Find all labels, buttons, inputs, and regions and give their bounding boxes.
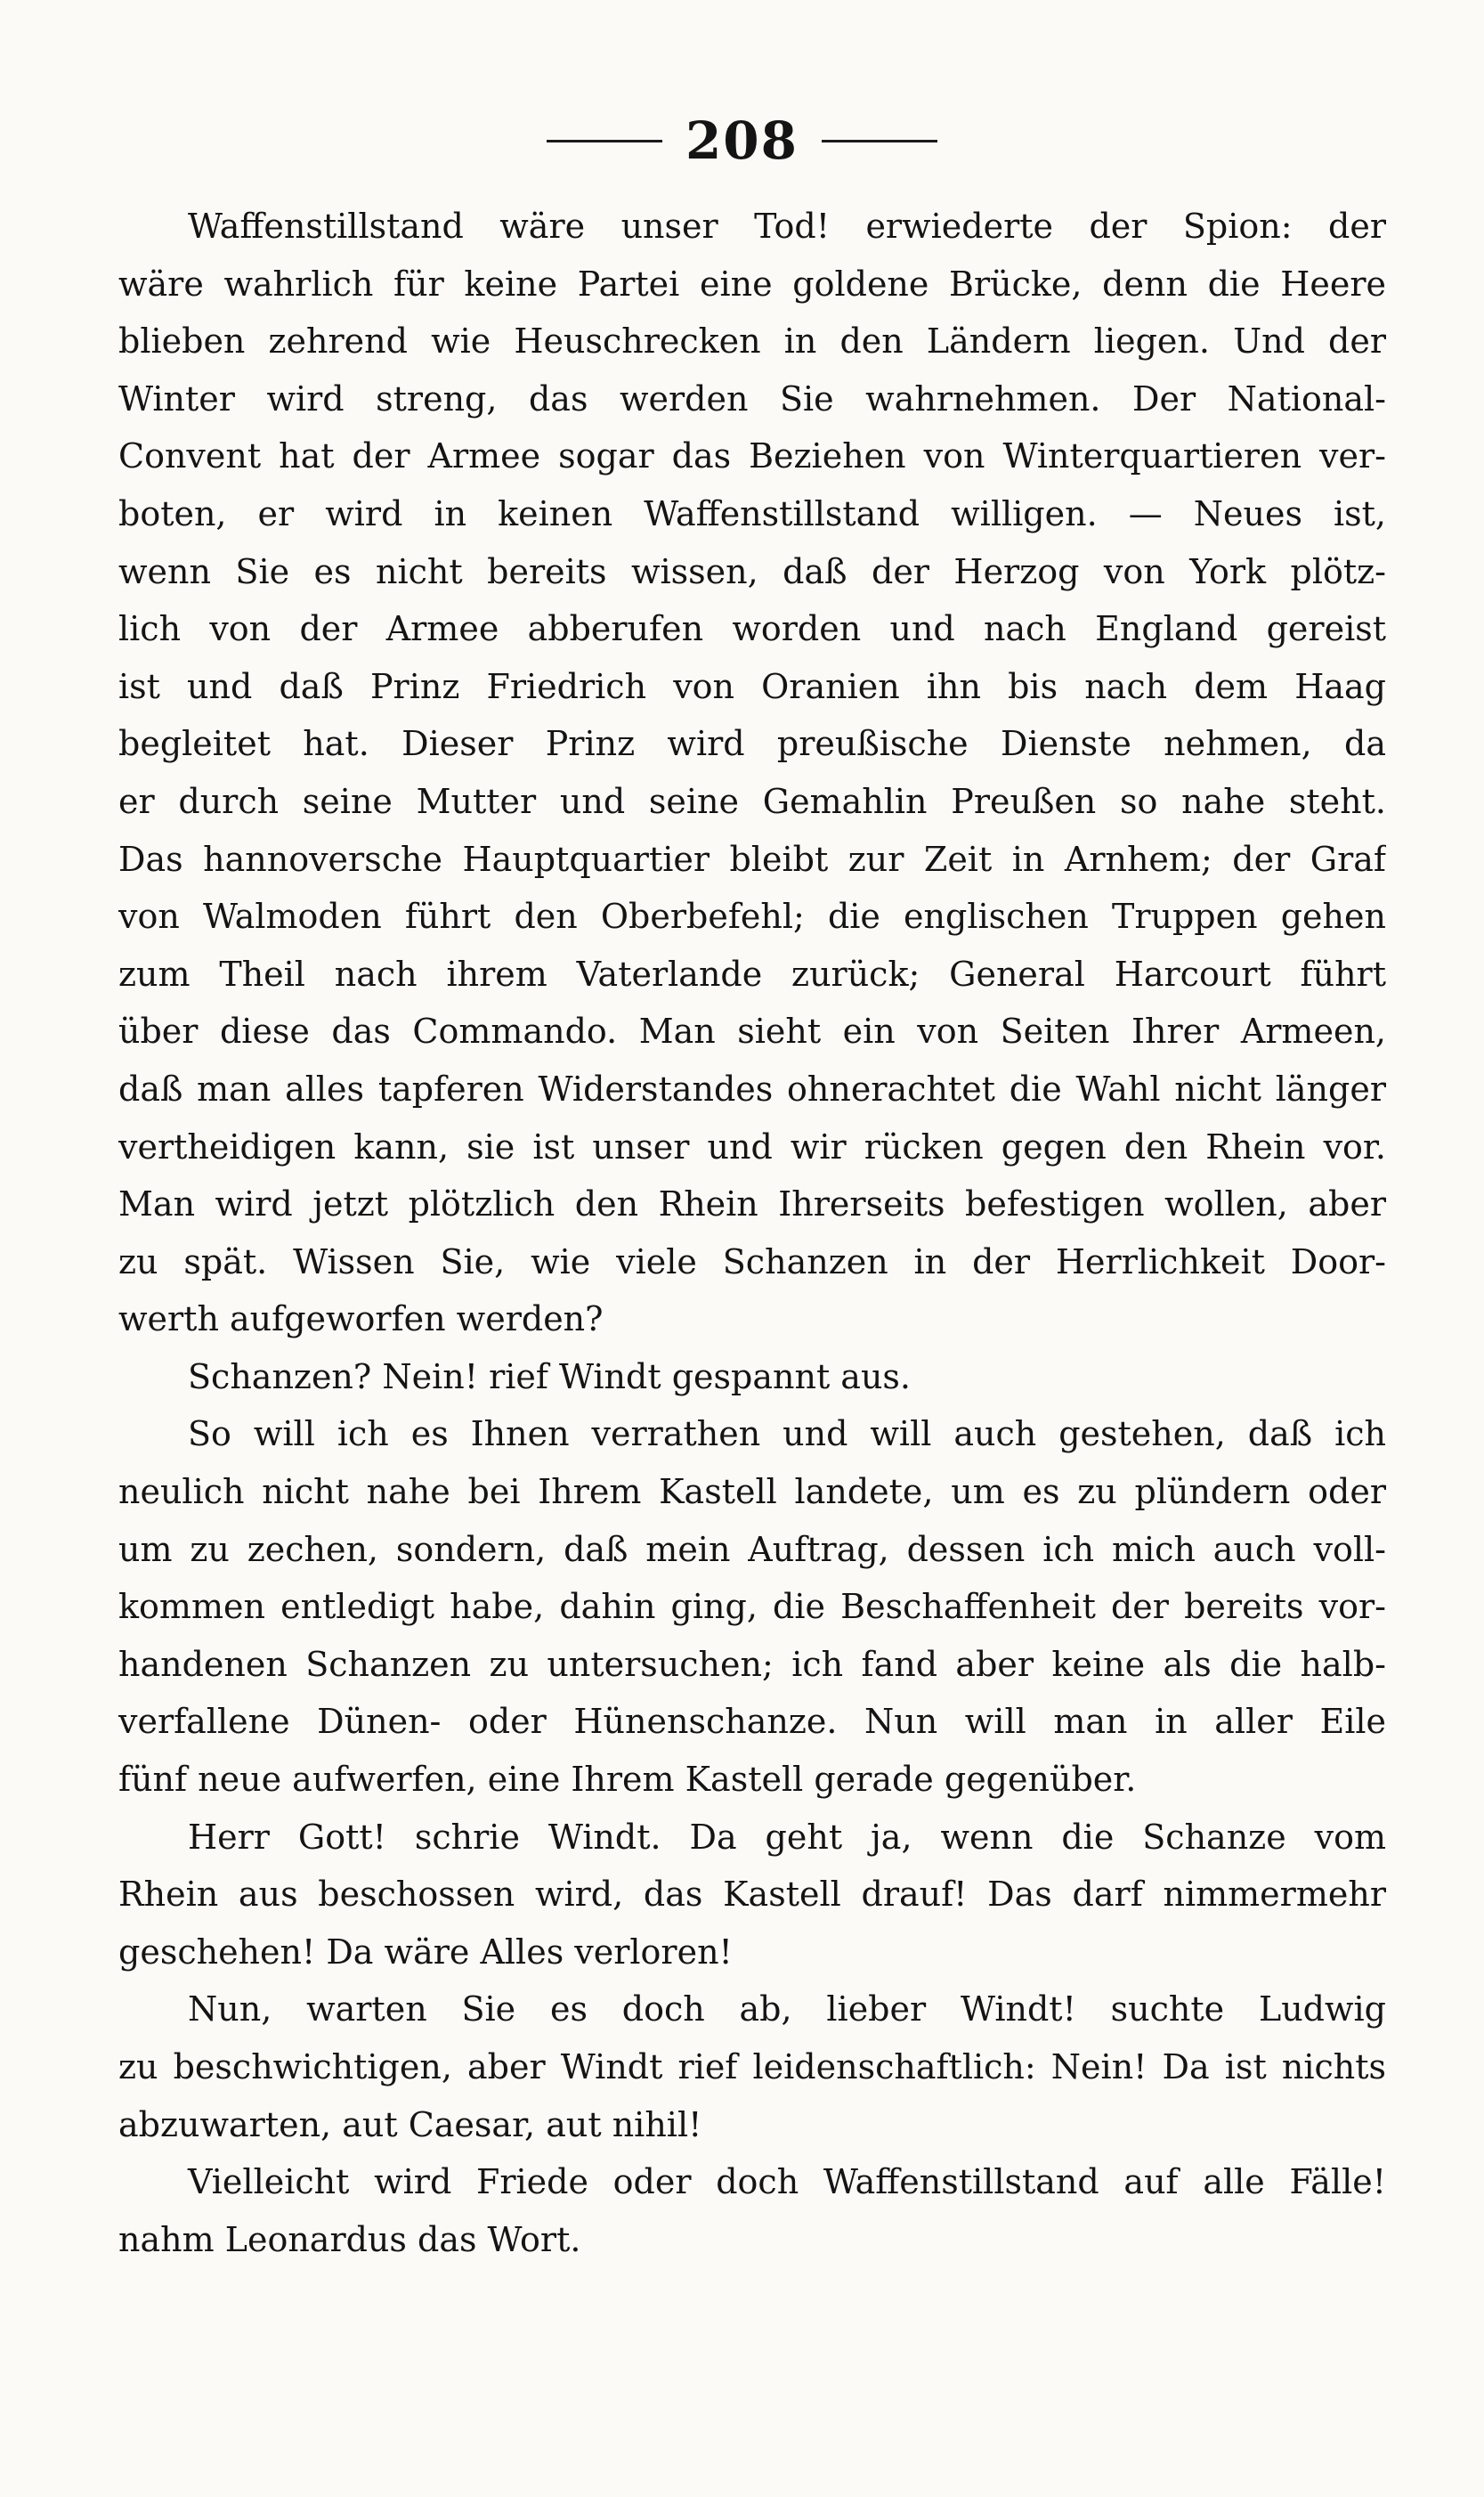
text-line: Vielleicht wird Friede oder doch Waffenstillstand auf alle Fälle! [188, 2162, 1386, 2202]
text-line: Nun, warten Sie es doch ab, lieber Windt! suchte Ludwig [188, 1989, 1386, 2029]
text-line: werth aufgeworfen werden? [118, 1299, 604, 1339]
text-line: daß man alles tapferen Widerstandes ohnerachtet die Wahl nicht länger [118, 1069, 1386, 1109]
text-line: nahm Leonardus das Wort. [118, 2219, 581, 2259]
text-line: Winter wird streng, das werden Sie wahrnehmen. Der National- [118, 378, 1386, 419]
text-line: Man wird jetzt plötzlich den Rhein Ihrerseits befestigen wollen, aber [118, 1184, 1386, 1224]
text-line: Schanzen? Nein! rief Windt gespannt aus. [188, 1356, 912, 1396]
text-line: abzuwarten, aut Caesar, aut nihil! [118, 2104, 702, 2144]
text-line: von Walmoden führt den Oberbefehl; die englischen Truppen gehen [118, 897, 1386, 937]
text-line: zu spät. Wissen Sie, wie viele Schanzen in der Herrlichkeit Door- [118, 1241, 1386, 1281]
text-line: handenen Schanzen zu untersuchen; ich fand aber keine als die halb- [118, 1644, 1386, 1684]
right-rule [822, 140, 937, 142]
text-line: vertheidigen kann, sie ist unser und wir rücken gegen den Rhein vor. [118, 1126, 1386, 1167]
text-line: fünf neue aufwerfen, eine Ihrem Kastell gerade gegenüber. [118, 1760, 1137, 1800]
page-header [0, 105, 1484, 176]
body-text [118, 198, 1386, 2268]
text-line: lich von der Armee abberufen worden und nach England gereist [118, 609, 1386, 649]
text-line: ist und daß Prinz Friedrich von Oranien ihn bis nach dem Haag [118, 666, 1386, 706]
text-line: geschehen! Da wäre Alles verloren! [118, 1932, 733, 1972]
text-line: So will ich es Ihnen verrathen und will auch gestehen, daß ich [188, 1414, 1386, 1454]
text-line: Das hannoversche Hauptquartier bleibt zur Zeit in Arnhem; der Graf [118, 839, 1386, 879]
text-line: zum Theil nach ihrem Vaterlande zurück; General Harcourt führt [118, 954, 1386, 994]
left-rule [547, 140, 662, 142]
text-line: über diese das Commando. Man sieht ein von Seiten Ihrer Armeen, [118, 1012, 1386, 1052]
page-number: 208 [685, 110, 799, 171]
text-line: er durch seine Mutter und seine Gemahlin Preußen so nahe steht. [118, 781, 1386, 821]
text-line: kommen entledigt habe, dahin ging, die Beschaffenheit der bereits vor- [118, 1587, 1386, 1627]
text-line: blieben zehrend wie Heuschrecken in den Ländern liegen. Und der [118, 321, 1386, 362]
text-line: Rhein aus beschossen wird, das Kastell drauf! Das darf nimmermehr [118, 1875, 1386, 1915]
text-line: wäre wahrlich für keine Partei eine goldene Brücke, denn die Heere [118, 264, 1386, 304]
text-line: wenn Sie es nicht bereits wissen, daß der Herzog von York plötz- [118, 551, 1386, 591]
text-line: neulich nicht nahe bei Ihrem Kastell landete, um es zu plündern oder [118, 1472, 1386, 1512]
text-line: Convent hat der Armee sogar das Beziehen von Winterquartieren ver- [118, 436, 1386, 476]
text-line: verfallene Dünen- oder Hünenschanze. Nun will man in aller Eile [118, 1702, 1386, 1742]
text-line: zu beschwichtigen, aber Windt rief leidenschaftlich: Nein! Da ist nichts [118, 2047, 1386, 2086]
text-line: Waffenstillstand wäre unser Tod! erwiederte der Spion: der [188, 207, 1386, 246]
text-line: um zu zechen, sondern, daß mein Auftrag, dessen ich mich auch voll- [118, 1529, 1386, 1569]
text-line: Herr Gott! schrie Windt. Da geht ja, wenn die Schanze vom [188, 1817, 1386, 1857]
text-line: begleitet hat. Dieser Prinz wird preußische Dienste nehmen, da [118, 724, 1386, 764]
text-line: boten, er wird in keinen Waffenstillstand willigen. — Neues ist, [118, 493, 1386, 533]
